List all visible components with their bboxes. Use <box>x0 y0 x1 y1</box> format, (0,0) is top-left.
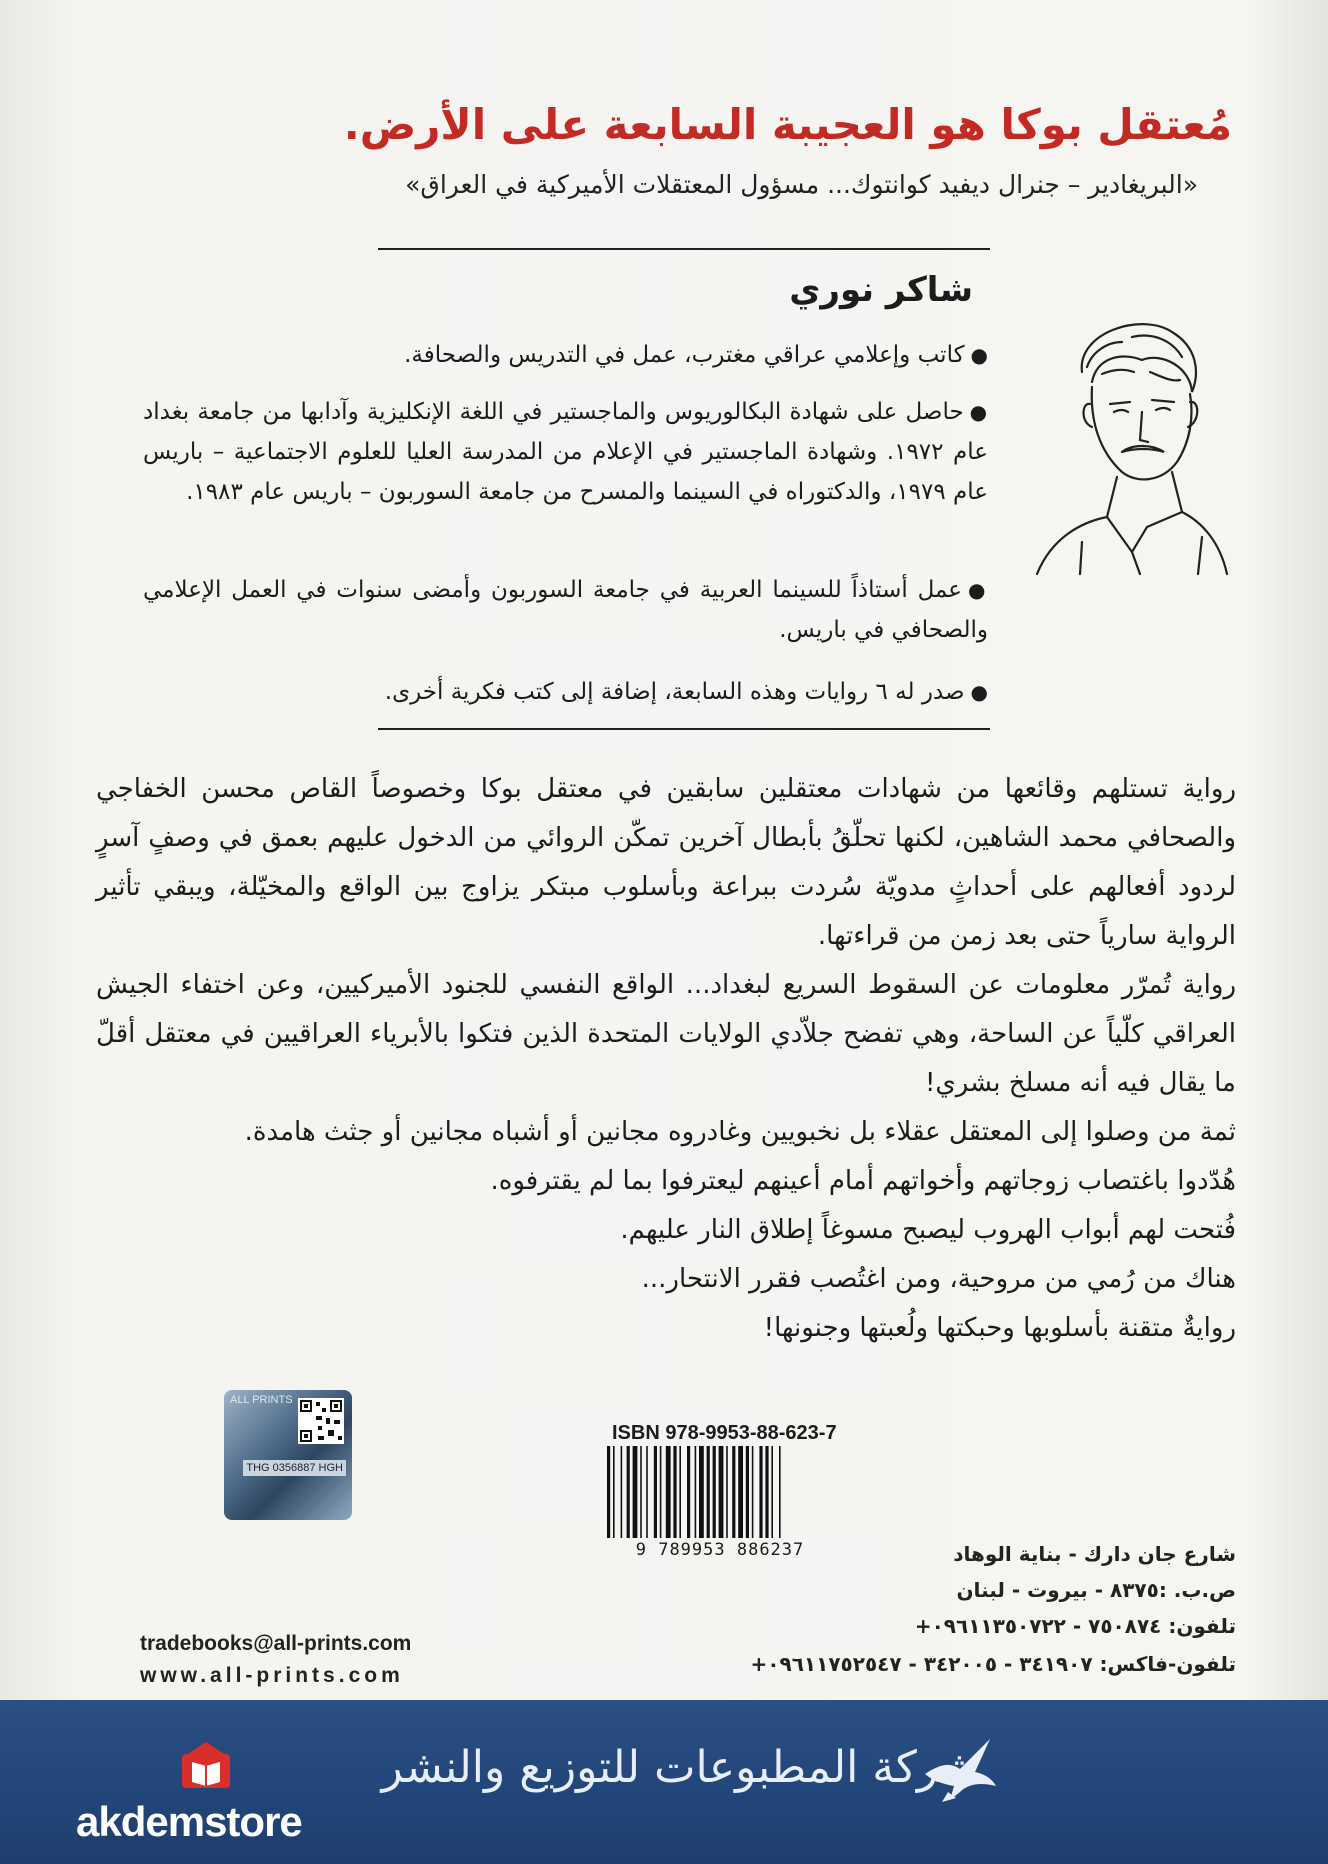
barcode-bar <box>765 1446 768 1538</box>
barcode-bar <box>687 1446 690 1538</box>
address-street: شارع جان دارك - بناية الوهاد <box>953 1542 1236 1566</box>
bullet-icon: ● <box>968 578 989 602</box>
barcode-bar <box>613 1446 615 1538</box>
divider-top <box>378 248 990 250</box>
barcode-bar <box>779 1446 781 1538</box>
headline: مُعتقل بوكا هو العجيبة السابعة على الأرض. <box>343 100 1232 149</box>
barcode-bar <box>621 1446 623 1538</box>
barcode-bar <box>713 1446 716 1538</box>
bullet-icon: ● <box>970 343 988 367</box>
contact-email[interactable]: tradebooks@all-prints.com <box>140 1632 412 1655</box>
quote: «البريغادير – جنرال ديفيد كوانتوك... مسؤول المعتقلات الأميركية في العراق» <box>405 170 1198 199</box>
divider-bottom <box>378 728 990 730</box>
hologram-sticker <box>224 1390 352 1520</box>
barcode-bar <box>627 1446 630 1538</box>
qr-code-icon <box>298 1398 344 1444</box>
barcode-bar <box>732 1446 735 1538</box>
barcode-bar <box>673 1446 676 1538</box>
barcode-bar <box>646 1446 648 1538</box>
store-book-icon <box>178 1738 234 1792</box>
barcode-bar <box>699 1446 704 1538</box>
barcode-bar <box>752 1446 754 1538</box>
address-phone: تلفون: ٧٥٠٨٧٤ - ٠٩٦١١٣٥٠٧٢٢+ <box>914 1614 1236 1638</box>
barcode-bar <box>640 1446 642 1538</box>
blurb-paragraph: هناك من رُمي من مروحية، ومن اغتُصب فقرر الانتحار... <box>641 1264 1236 1294</box>
barcode-icon <box>605 1446 835 1538</box>
barcode-bar <box>679 1446 681 1538</box>
bullet-icon: ● <box>969 400 988 424</box>
bio-text: حاصل على شهادة البكالوريوس والماجستير في اللغة الإنكليزية وآدابها من جامعة بغداد عام ١٩٧٢. وشهادة الماجستير في الإعلام من المدرسة العليا للعلوم الاجتماعية – باريس عام ١٩٧٩، والدكتوراه في السينما والمسرح من جامعة السوربون – باريس عام ١٩٨٣. <box>143 399 988 505</box>
bio-text: صدر له ٦ روايات وهذه السابعة، إضافة إلى كتب فكرية أخرى. <box>384 679 965 705</box>
bio-item <box>143 672 988 712</box>
hologram-code: THG 0356887 HGH <box>243 1460 346 1476</box>
barcode-number: 9 789953 886237 <box>635 1540 805 1560</box>
bio-text: عمل أستاذاً للسينما العربية في جامعة السوربون وأمضى سنوات في العمل الإعلامي والصحافي في باريس. <box>143 577 988 643</box>
barcode-bar <box>666 1446 671 1538</box>
barcode-bar <box>633 1446 638 1538</box>
barcode-bar <box>726 1446 728 1538</box>
barcode-bar <box>771 1446 773 1538</box>
bio-item <box>143 335 988 375</box>
barcode-bar <box>654 1446 657 1538</box>
bio-item <box>143 392 988 512</box>
address-po-box: ص.ب. :٨٣٧٥ - بيروت - لبنان <box>956 1578 1236 1602</box>
barcode-bar <box>719 1446 724 1538</box>
publisher-name: شركة المطبوعات للتوزيع والنشر <box>381 1742 978 1793</box>
bio-text: كاتب وإعلامي عراقي مغترب، عمل في التدريس والصحافة. <box>404 342 965 368</box>
barcode-bar <box>607 1446 610 1538</box>
blurb-paragraph: روايةٌ متقنة بأسلوبها وحبكتها ولُعبتها وجنونها! <box>763 1313 1236 1343</box>
barcode-bar <box>738 1446 743 1538</box>
barcode-bar <box>695 1446 697 1538</box>
barcode-bar <box>707 1446 710 1538</box>
blurb-paragraph: رواية تستلهم وقائعها من شهادات معتقلين سابقين في معتقل بوكا وخصوصاً القاص محسن الخفاجي والصحافي محمد الشاهين، لكنها تحلّقُ بأبطال آخرين تمكّن الروائي من الدخول عليهم بعمق في وصفٍ آسرٍ لردود أفعالهم على أحداثٍ مدويّة سُردت ببراعة وبأسلوب مبتكر يزاوج بين الواقع والمخيّلة، ويبقي تأثير الرواية سارياً حتى بعد زمن من قراءتها. <box>96 774 1236 951</box>
hologram-label: ALL PRINTS <box>230 1394 293 1406</box>
blurb-paragraph: فُتحت لهم أبواب الهروب ليصبح مسوغاً إطلاق النار عليهم. <box>620 1215 1236 1245</box>
barcode-bar <box>660 1446 662 1538</box>
author-name: شاكر نوري <box>789 270 973 310</box>
blurb-paragraph: ثمة من وصلوا إلى المعتقل عقلاء بل نخبويين وغادروه مجانين أو أشباه مجانين أو جثث هامدة. <box>244 1117 1236 1147</box>
blurb-paragraph: رواية تُمرّر معلومات عن السقوط السريع لبغداد... الواقع النفسي للجنود الأميركيين، وعن اختفاء الجيش العراقي كلّياً عن الساحة، وهي تفضح جلاّدي الولايات المتحدة الذين فتكوا بالأبرياء العراقيين في معتقل أقلّ ما يقال فيه أنه مسلخ بشري! <box>96 970 1236 1098</box>
author-portrait-sketch <box>1022 312 1232 582</box>
contact-website[interactable]: www.all-prints.com <box>140 1664 404 1687</box>
bio-item <box>143 570 988 650</box>
store-watermark: akdemstore <box>76 1798 302 1845</box>
barcode-bar <box>759 1446 762 1538</box>
blurb <box>96 765 1236 1353</box>
isbn-label: ISBN 978-9953-88-623-7 <box>612 1422 837 1444</box>
barcode-bar <box>746 1446 749 1538</box>
address-fax: تلفون-فاكس: ٣٤١٩٠٧ - ٣٤٢٠٠٥ - ٠٩٦١١٧٥٢٥٤٧+ <box>750 1652 1236 1676</box>
bullet-icon: ● <box>970 680 988 704</box>
blurb-paragraph: هُدّدوا باغتصاب زوجاتهم وأخواتهم أمام أعينهم ليعترفوا بما لم يقترفوه. <box>490 1166 1236 1196</box>
